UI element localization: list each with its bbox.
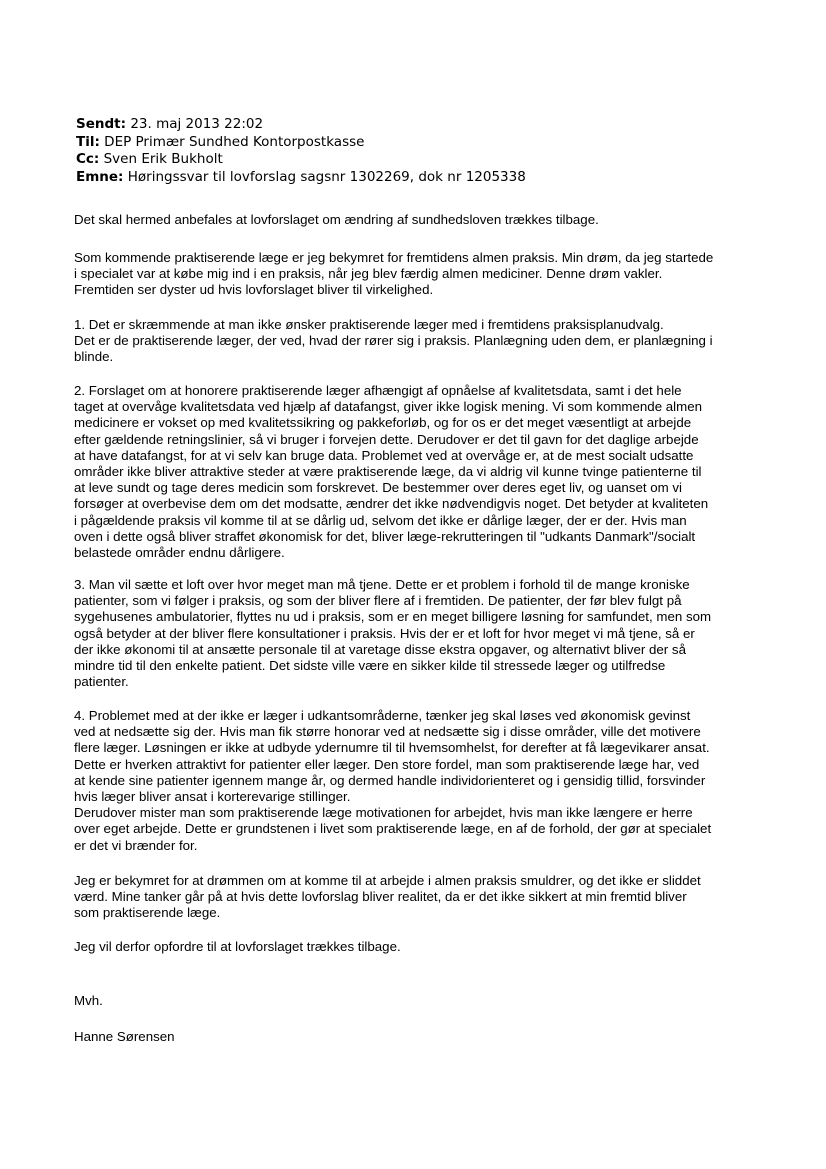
text-line: Dette er hverken attraktivt for patienter eller læger. Den store fordel, man som praktiserende læge har, ved — [74, 756, 700, 772]
text-line: Hanne Sørensen — [74, 1029, 175, 1044]
email-header — [76, 116, 526, 186]
paragraph — [74, 708, 758, 854]
text-line: ved at nedsætte sig der. Hvis man fik større honorar ved at nedsætte sig i disse områder, ville det motivere — [74, 724, 701, 740]
cc-value: Sven Erik Bukholt — [103, 151, 223, 168]
cc-row — [76, 151, 526, 169]
paragraph — [74, 939, 758, 955]
subject-row — [76, 169, 526, 187]
text-line: at kende sine patienter igennem mange år, og dermed handle individorienteret og i gensidig tillid, forsvinder — [74, 772, 706, 788]
text-line: mindre tid til den enkelte patient. Det sidste ville være en sikker kilde til stressede læger og utilfredse — [74, 658, 666, 674]
text-line: taget at overvåge kvalitetsdata ved hjælp af datafangst, giver ikke logisk mening. Vi som kommende almen — [74, 399, 702, 415]
text-line: i specialet var at købe mig ind i en praksis, når jeg blev færdig almen mediciner. Denne drøm vakler. — [74, 266, 663, 282]
sent-row — [76, 116, 526, 134]
subject-value: Høringssvar til lovforslag sagsnr 1302269, dok nr 1205338 — [127, 168, 526, 185]
paragraph — [74, 577, 758, 690]
closing — [74, 993, 758, 1009]
paragraph — [74, 250, 758, 299]
text-line: værd. Mine tanker går på at hvis dette lovforslag bliver realitet, da er det ikke sikkert at min fremtid bliver — [74, 889, 687, 905]
text-line: også betyder at der bliver flere konsultationer i praksis. Hvis der er et loft for hvor meget vi må tjene, så er — [74, 625, 695, 641]
text-line: Det er de praktiserende læger, der ved, hvad der rører sig i praksis. Planlægning uden dem, er planlægning i — [74, 333, 713, 349]
paragraph — [74, 317, 758, 366]
paragraph — [74, 212, 758, 228]
paragraph — [74, 383, 758, 561]
text-line: hvis læger bliver ansat i korterevarige stillinger. — [74, 789, 351, 805]
text-line: 4. Problemet med at der ikke er læger i udkantsområderne, tænker jeg skal løses ved økonomisk gevinst — [74, 708, 691, 723]
text-line: i pågældende praksis vil komme til at se dårlig ud, selvom det ikke er dårlige læger, der er der. Hvis man — [74, 512, 687, 528]
sent-value: 23. maj 2013 22:02 — [130, 116, 264, 132]
text-line: Jeg er bekymret for at drømmen om at komme til at arbejde i almen praksis smuldrer, og det ikke er sliddet — [74, 873, 701, 888]
text-line: 1. Det er skræmmende at man ikke ønsker praktiserende læger med i fremtidens praksisplanudvalg. — [74, 317, 664, 332]
text-line: 2. Forslaget om at honorere praktiserende læger afhængigt af opnåelse af kvalitetsdata, samt i det hele — [74, 383, 682, 398]
text-line: der ikke økonomi til at ansætte personale til at varetage disse ekstra opgaver, og alternativt bliver der så — [74, 641, 686, 657]
text-line: at leve sundt og tage deres medicin som forskrevet. De bestemmer over deres eget liv, og uanset om vi — [74, 480, 683, 496]
text-line: er det vi brænder for. — [74, 837, 198, 853]
text-line: patienter, som vi følger i praksis, og som der bliver flere af i fremtiden. De patienter, der før blev fulgt på — [74, 593, 682, 609]
text-line: som praktiserende læge. — [74, 905, 221, 921]
text-line: sygehusenes ambulatorier, flyttes nu ud i praksis, som er en meget billigere løsning for samfundet, men som — [74, 609, 712, 625]
text-line: belastede områder endnu dårligere. — [74, 545, 285, 561]
text-line: at have datafangst, for at vi selv kan bruge data. Problemet ved at overvåge er, at de mest socialt udsatte — [74, 447, 694, 463]
text-line: Jeg vil derfor opfordre til at lovforslaget trækkes tilbage. — [74, 939, 401, 954]
text-line: efter gældende retningslinier, så vi bruger i forvejen dette. Derudover er det til gavn for det daglige arbejde — [74, 431, 699, 447]
sent-label: Sendt: — [76, 116, 127, 132]
to-row — [76, 134, 526, 152]
paragraph — [74, 873, 758, 922]
subject-label: Emne: — [76, 168, 124, 185]
text-line: Fremtiden ser dyster ud hvis lovforslaget bliver til virkelighed. — [74, 282, 434, 298]
text-line: Det skal hermed anbefales at lovforslaget om ændring af sundhedsloven trækkes tilbage. — [74, 212, 599, 227]
text-line: forsøger at overbevise dem om det modsatte, ændrer det ikke nødvendigvis noget. Det betyder at kvaliteten — [74, 496, 709, 512]
text-line: medicinere er vokset op med kvalitetssikring og pakkeforløb, og for os er det meget væsentligt at arbejde — [74, 415, 692, 431]
signature-name — [74, 1029, 758, 1045]
text-line: Mvh. — [74, 993, 103, 1008]
text-line: 3. Man vil sætte et loft over hvor meget man må tjene. Dette er et problem i forhold til de mange kroniske — [74, 577, 690, 592]
text-line: Som kommende praktiserende læge er jeg bekymret for fremtidens almen praksis. Min drøm, da jeg startede — [74, 250, 714, 265]
text-line: patienter. — [74, 674, 129, 690]
text-line: områder ikke bliver attraktive steder at være praktiserende læge, da vi aldrig vil kunne tvinge patienterne til — [74, 464, 702, 480]
text-line: Derudover mister man som praktiserende læge motivationen for arbejdet, hvis man ikke længere er herre — [74, 805, 693, 821]
text-line: over eget arbejde. Dette er grundstenen i livet som praktiserende læge, en af de forhold, der gør at specialet — [74, 821, 712, 837]
to-label: Til: — [76, 133, 100, 150]
text-line: blinde. — [74, 349, 114, 365]
to-value: DEP Primær Sundhed Kontorpostkasse — [104, 133, 365, 150]
cc-label: Cc: — [76, 151, 100, 168]
text-line: oven i dette også bliver straffet økonomisk for det, bliver læge-rekrutteringen til "udkants Danmark"/socialt — [74, 528, 696, 544]
text-line: flere læger. Løsningen er ikke at udbyde ydernumre til til hvemsomhelst, for derefter at få lægevikarer ansat. — [74, 740, 710, 756]
